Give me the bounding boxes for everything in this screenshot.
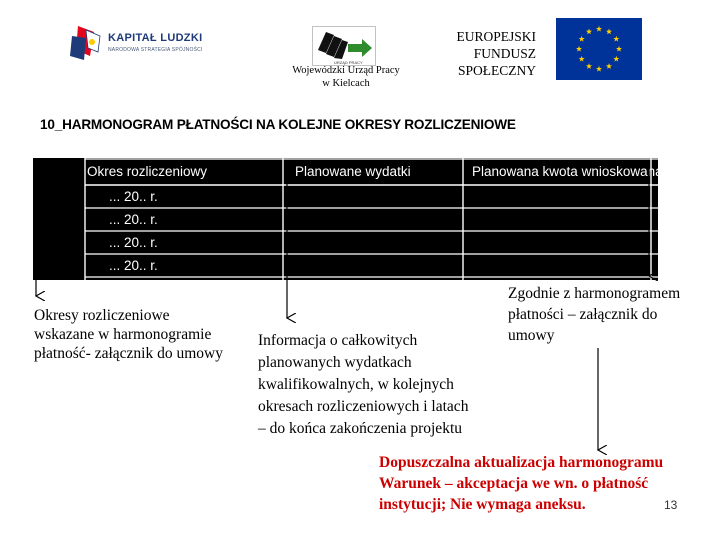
total-info-line1: Informacja o całkowitych: [258, 332, 418, 349]
periods-line1: Okresy rozliczeniowe: [34, 307, 170, 324]
schedule-match-line2: płatności – załącznik do: [508, 306, 658, 323]
total-info-annotation: [258, 330, 468, 440]
update-note-annotation: [379, 452, 663, 515]
page-title: 10_HARMONOGRAM PŁATNOŚCI NA KOLEJNE OKRESY ROZLICZENIOWE: [40, 117, 516, 132]
total-info-line3: kwalifikowalnych, w kolejnych: [258, 376, 454, 393]
total-info-line2: planowanych wydatkach: [258, 354, 412, 371]
page-number: 13: [664, 498, 678, 512]
kapital-ludzki-subtitle: NARODOWA STRATEGIA SPÓJNOŚCI: [108, 47, 203, 53]
update-note-line3: instytucji; Nie wymaga aneksu.: [379, 496, 586, 513]
periods-line2: wskazane w harmonogramie: [34, 326, 212, 343]
table-row-period-1: ... 20.. r.: [109, 189, 158, 204]
table-row-period-2: ... 20.. r.: [109, 212, 158, 227]
update-note-line1: Dopuszczalna aktualizacja harmonogramu: [379, 454, 664, 471]
schedule-match-line3: umowy: [508, 327, 555, 344]
wup-name-line2: w Kielcach: [322, 78, 370, 89]
table-row-period-4: ... 20.. r.: [109, 258, 158, 273]
total-info-line5: – do końca zakończenia projektu: [258, 420, 462, 437]
periods-line3: płatność- załącznik do umowy: [34, 345, 223, 362]
efs-line1: EUROPEJSKI: [456, 29, 536, 44]
schedule-match-annotation: [508, 283, 680, 346]
wup-logo-caption: URZĄD PRACY: [334, 60, 363, 65]
table-header-requested-amount: Planowana kwota wnioskowana: [472, 164, 663, 179]
table-row-period-3: ... 20.. r.: [109, 235, 158, 250]
wup-name-line1: Wojewódzki Urząd Pracy: [292, 65, 400, 76]
table-header-planned-expenses: Planowane wydatki: [295, 164, 411, 179]
schedule-match-line1: Zgodnie z harmonogramem: [508, 285, 681, 302]
efs-line2: FUNDUSZ: [473, 46, 536, 61]
efs-line3: SPOŁECZNY: [457, 63, 536, 78]
update-note-line2: Warunek – akceptacja we wn. o płatność: [379, 475, 649, 492]
periods-annotation: [34, 306, 223, 363]
kapital-ludzki-title: KAPITAŁ LUDZKI: [108, 32, 203, 44]
table-header-period: Okres rozliczeniowy: [87, 164, 208, 179]
total-info-line4: okresach rozliczeniowych i latach: [258, 398, 469, 415]
